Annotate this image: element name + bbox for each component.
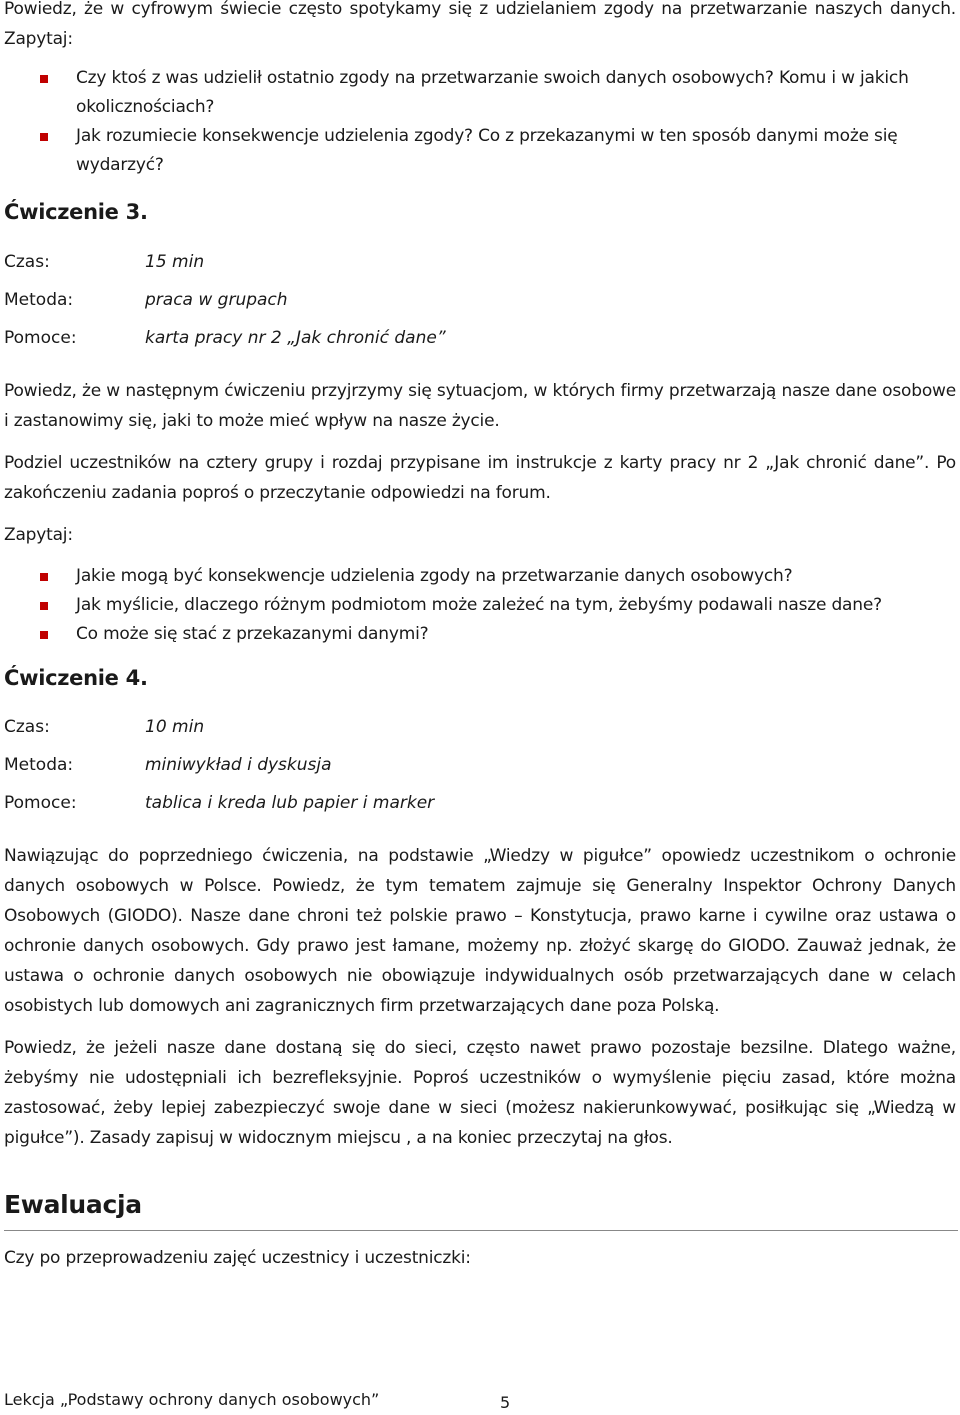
list-item: Jakie mogą być konsekwencje udzielenia zgody na przetwarzanie danych osobowych? bbox=[4, 562, 956, 591]
evaluation-question: Czy po przeprowadzeniu zajęć uczestnicy i uczestniczki: bbox=[4, 1248, 471, 1268]
section-divider bbox=[4, 1230, 958, 1231]
intro-paragraph: Powiedz, że w cyfrowym świecie często spotykamy się z udzielaniem zgody na przetwarzanie naszych danych. Zapytaj: bbox=[4, 0, 956, 49]
list-item: Jak rozumiecie konsekwencje udzielenia zgody? Co z przekazanymi w ten sposób danymi może się wydarzyć? bbox=[4, 122, 956, 180]
bullet-icon bbox=[40, 602, 48, 610]
aids-value: tablica i kreda lub papier i marker bbox=[145, 793, 435, 813]
time-label: Czas: bbox=[4, 717, 50, 737]
exercise-3-paragraph: Podziel uczestników na cztery grupy i rozdaj przypisane im instrukcje z karty pracy nr 2 „Jak chronić dane”. Po zakończeniu zadania poproś o przeczytanie odpowiedzi na forum. bbox=[4, 453, 956, 503]
intro-question-list bbox=[4, 64, 956, 180]
bullet-icon bbox=[40, 133, 48, 141]
exercise-3-paragraph: Powiedz, że w następnym ćwiczeniu przyjrzymy się sytuacjom, w których firmy przetwarzają nasze dane osobowe i zastanowimy się, jaki to może mieć wpływ na nasze życie. bbox=[4, 381, 956, 431]
evaluation-title: Ewaluacja bbox=[4, 1190, 142, 1219]
method-label: Metoda: bbox=[4, 755, 74, 775]
exercise-3-question-list bbox=[4, 562, 956, 649]
method-value: praca w grupach bbox=[145, 290, 288, 310]
time-value: 10 min bbox=[145, 717, 205, 737]
exercise-3-ask: Zapytaj: bbox=[4, 525, 73, 545]
aids-label: Pomoce: bbox=[4, 793, 77, 813]
time-label: Czas: bbox=[4, 252, 50, 272]
footer-lesson-title: Lekcja „Podstawy ochrony danych osobowych” bbox=[4, 1390, 380, 1409]
aids-label: Pomoce: bbox=[4, 328, 77, 348]
method-value: miniwykład i dyskusja bbox=[145, 755, 332, 775]
bullet-icon bbox=[40, 573, 48, 581]
method-label: Metoda: bbox=[4, 290, 74, 310]
exercise-3-heading: Ćwiczenie 3. bbox=[4, 200, 148, 224]
time-value: 15 min bbox=[145, 252, 205, 272]
list-item: Czy ktoś z was udzielił ostatnio zgody na przetwarzanie swoich danych osobowych? Komu i w jakich okolicznościach? bbox=[4, 64, 956, 122]
exercise-4-paragraph: Nawiązując do poprzedniego ćwiczenia, na podstawie „Wiedzy w pigułce” opowiedz uczestnikom o ochronie danych osobowych w Polsce. Powiedz, że tym tematem zajmuje się Generalny Inspektor Ochrony Danych Osobowych (GIODO). Nasze dane chroni też polskie prawo – Konstytucja, prawo karne i cywilne oraz ustawa o ochronie danych osobowych. Gdy prawo jest łamane, możemy np. złożyć skargę do GIODO. Zauważ jednak, że ustawa o ochronie danych osobowych nie obowiązuje indywidualnych osób przetwarzających dane w celach osobistych lub domowych ani zagranicznych firm przetwarzających dane poza Polską. bbox=[4, 846, 956, 1016]
list-item: Co może się stać z przekazanymi danymi? bbox=[4, 620, 956, 649]
exercise-4-heading: Ćwiczenie 4. bbox=[4, 666, 148, 690]
bullet-icon bbox=[40, 631, 48, 639]
aids-value: karta pracy nr 2 „Jak chronić dane” bbox=[145, 328, 446, 348]
exercise-4-paragraph: Powiedz, że jeżeli nasze dane dostaną się do sieci, często nawet prawo pozostaje bezsilne. Dlatego ważne, żebyśmy nie udostępniali ich bezrefleksyjnie. Poproś uczestników o wymyślenie pięciu zasad, które można zastosować, żeby lepiej zabezpieczyć swoje dane w sieci (możesz nakierunkowywać, posiłkując się „Wiedzą w pigułce”). Zasady zapisuj w widocznym miejscu , a na koniec przeczytaj na głos. bbox=[4, 1038, 956, 1148]
page-number: 5 bbox=[500, 1393, 511, 1412]
list-item: Jak myślicie, dlaczego różnym podmiotom może zależeć na tym, żebyśmy podawali nasze dane? bbox=[4, 591, 956, 620]
bullet-icon bbox=[40, 75, 48, 83]
